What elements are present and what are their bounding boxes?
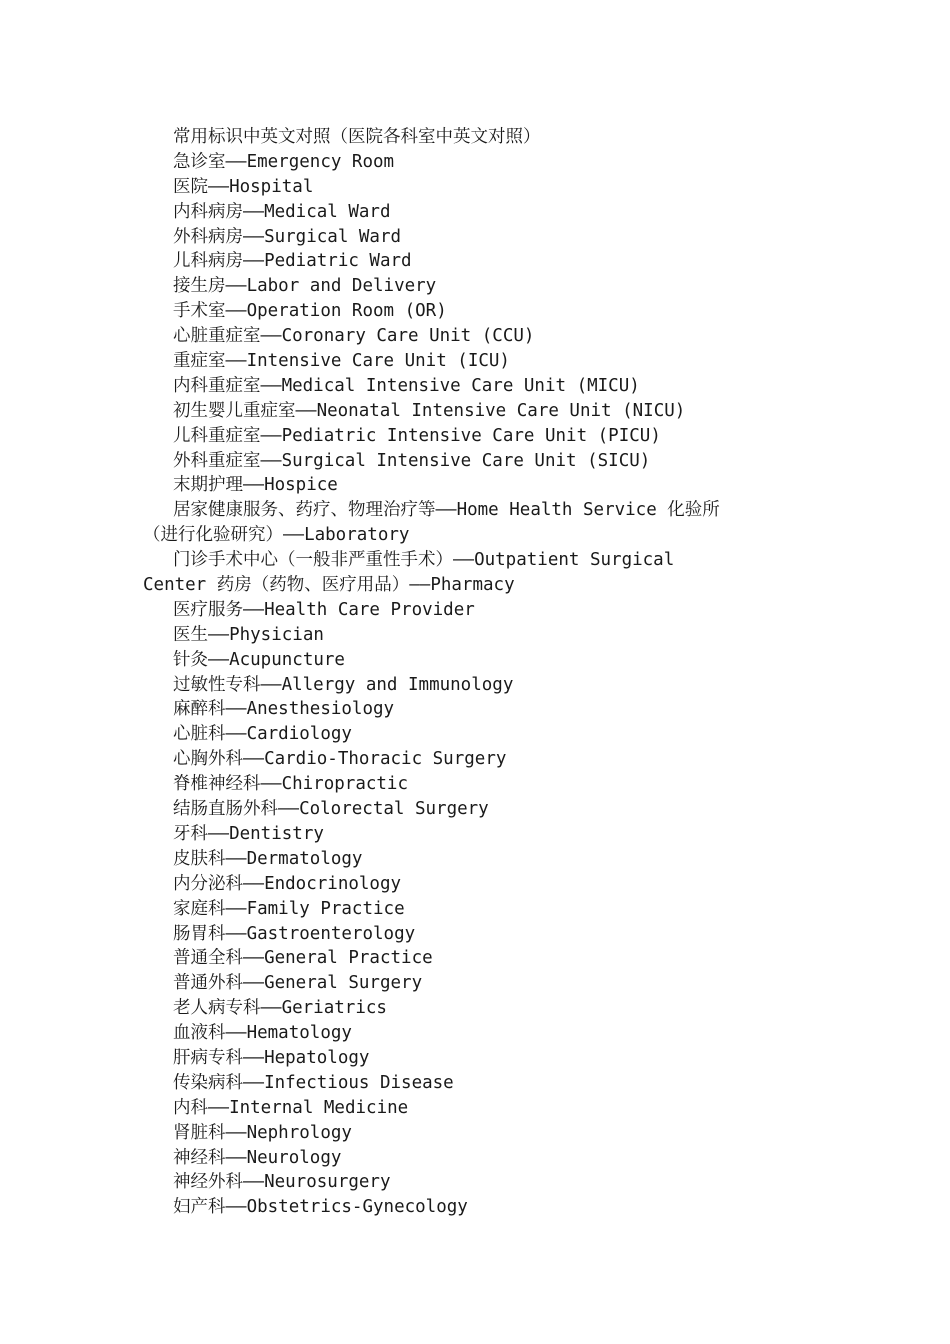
term-line: 居家健康服务、药疗、物理治疗等——Home Health Service 化验所 bbox=[173, 500, 720, 521]
document-title: 常用标识中英文对照（医院各科室中英文对照） bbox=[173, 127, 541, 147]
term-line-continuation: Center 药房（药物、医疗用品）——Pharmacy bbox=[143, 575, 515, 596]
term-line: 皮肤科——Dermatology bbox=[173, 848, 363, 869]
term-line: 急诊室——Emergency Room bbox=[173, 151, 395, 172]
term-line: 心胸外科——Cardio-Thoracic Surgery bbox=[173, 749, 507, 770]
term-line: 老人病专科——Geriatrics bbox=[173, 998, 387, 1019]
term-line: 手术室——Operation Room (OR) bbox=[173, 301, 447, 322]
term-line: 脊椎神经科——Chiropractic bbox=[173, 774, 409, 795]
term-line: 内分泌科——Endocrinology bbox=[173, 873, 402, 894]
term-line: 普通全科——General Practice bbox=[173, 948, 433, 969]
term-line: 麻醉科——Anesthesiology bbox=[173, 699, 395, 720]
term-line: 血液科——Hematology bbox=[173, 1023, 352, 1044]
term-line: 妇产科——Obstetrics-Gynecology bbox=[173, 1197, 468, 1218]
term-line: 重症室——Intensive Care Unit (ICU) bbox=[173, 351, 510, 372]
term-line: 结肠直肠外科——Colorectal Surgery bbox=[173, 799, 489, 820]
term-line: 外科重症室——Surgical Intensive Care Unit (SICU) bbox=[173, 450, 651, 471]
term-line: 家庭科——Family Practice bbox=[173, 898, 405, 919]
term-line: 末期护理——Hospice bbox=[173, 475, 338, 496]
term-line: 初生婴儿重症室——Neonatal Intensive Care Unit (NICU) bbox=[173, 400, 686, 421]
term-line: 医院——Hospital bbox=[173, 176, 314, 197]
term-line: 医疗服务——Health Care Provider bbox=[173, 599, 475, 620]
term-line: 接生房——Labor and Delivery bbox=[173, 276, 437, 297]
term-line-continuation: （进行化验研究）——Laboratory bbox=[143, 525, 410, 546]
term-line: 传染病科——Infectious Disease bbox=[173, 1072, 454, 1093]
term-line: 神经科——Neurology bbox=[173, 1147, 342, 1168]
term-line: 牙科——Dentistry bbox=[173, 823, 324, 844]
term-line: 外科病房——Surgical Ward bbox=[173, 226, 402, 247]
term-line: 内科——Internal Medicine bbox=[173, 1097, 409, 1118]
term-line: 神经外科——Neurosurgery bbox=[173, 1172, 391, 1193]
term-line: 医生——Physician bbox=[173, 624, 324, 645]
term-line: 儿科重症室——Pediatric Intensive Care Unit (PICU) bbox=[173, 425, 661, 446]
term-line: 普通外科——General Surgery bbox=[173, 973, 423, 994]
term-line: 针灸——Acupuncture bbox=[173, 649, 345, 670]
term-line: 肾脏科——Nephrology bbox=[173, 1122, 352, 1143]
term-line: 心脏重症室——Coronary Care Unit (CCU) bbox=[173, 326, 535, 347]
term-line: 内科病房——Medical Ward bbox=[173, 201, 391, 222]
term-line: 门诊手术中心（一般非严重性手术）——Outpatient Surgical bbox=[173, 550, 675, 571]
term-line: 过敏性专科——Allergy and Immunology bbox=[173, 674, 514, 695]
term-line: 内科重症室——Medical Intensive Care Unit (MICU) bbox=[173, 375, 640, 396]
term-line: 肝病专科——Hepatology bbox=[173, 1047, 370, 1068]
term-line: 肠胃科——Gastroenterology bbox=[173, 923, 416, 944]
document-body bbox=[143, 125, 823, 1220]
term-line: 儿科病房——Pediatric Ward bbox=[173, 251, 412, 272]
term-line: 心脏科——Cardiology bbox=[173, 724, 352, 745]
